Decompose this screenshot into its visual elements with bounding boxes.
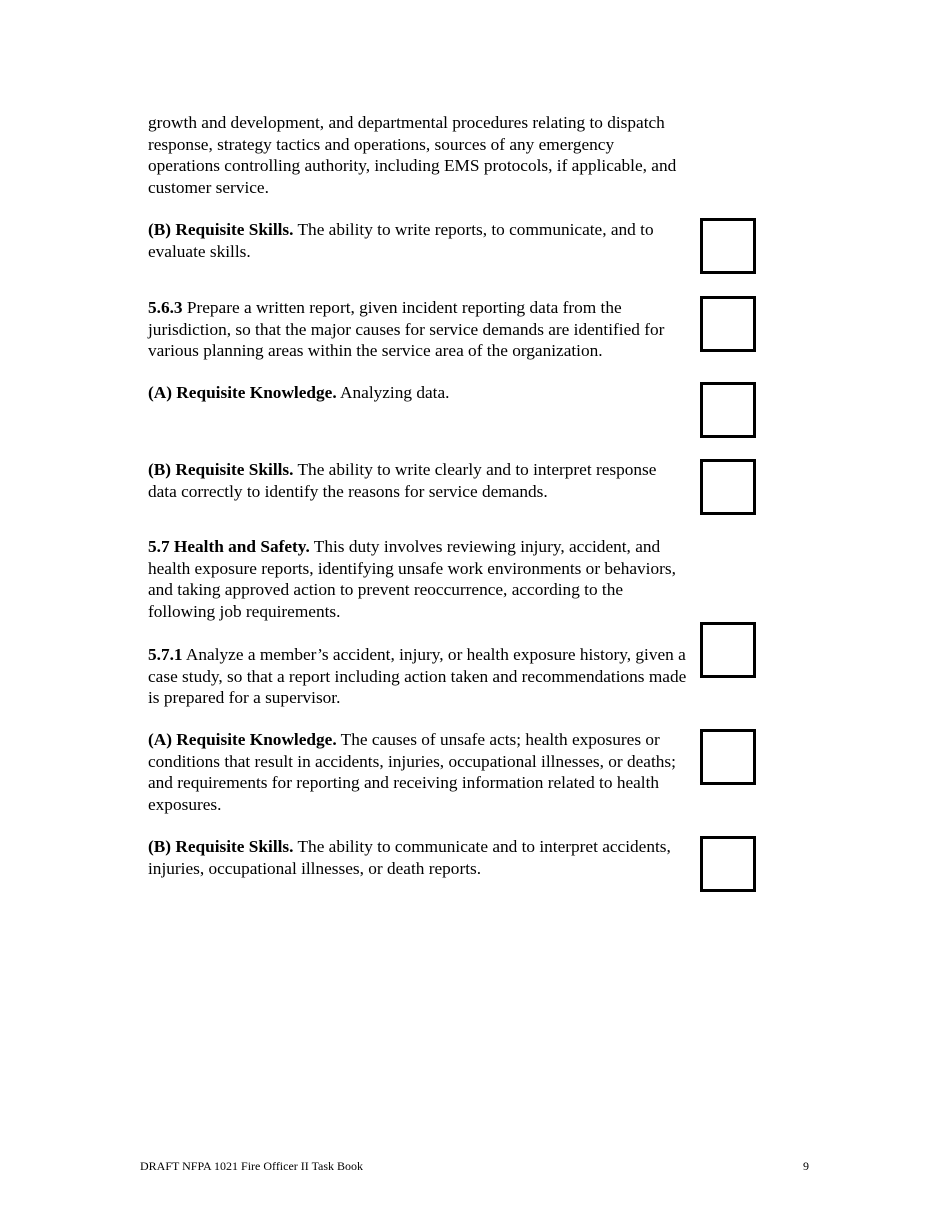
paragraph-5-6-3-a-requisite-knowledge <box>148 382 688 404</box>
checkbox-5-7-1[interactable] <box>700 622 756 678</box>
paragraph-heading: 5.7.1 <box>148 645 183 664</box>
checkbox-5-7-1-b[interactable] <box>700 836 756 892</box>
paragraph-heading: (A) Requisite Knowledge. <box>148 383 337 402</box>
paragraph-heading: 5.7 Health and Safety. <box>148 537 310 556</box>
paragraph-text: This duty involves reviewing injury, accident, and health exposure reports, identifying unsafe work environments or behaviors, and taking approved action to prevent reoccurrence, according to the following job requirements. <box>148 537 676 621</box>
checkbox-5-6-3-b[interactable] <box>700 459 756 515</box>
paragraph-text: growth and development, and departmental procedures relating to dispatch response, strategy tactics and operations, sources of any emergency operations controlling authority, including EMS protocols, if applicable, and customer service. <box>148 113 677 197</box>
paragraph-heading: (B) Requisite Skills. <box>148 837 294 856</box>
paragraph-5-6-2-b-requisite-skills <box>148 219 688 262</box>
paragraph-5-6-3 <box>148 297 688 362</box>
paragraph-text: The ability to communicate and to interpret accidents, injuries, occupational illnesses, or death reports. <box>148 837 671 878</box>
paragraph-5-7-health-and-safety <box>148 536 688 622</box>
paragraph-5-7-1-b-requisite-skills <box>148 836 688 879</box>
paragraph-text: Analyzing data. <box>336 383 450 402</box>
paragraph-5-6-3-b-requisite-skills <box>148 459 688 502</box>
checkbox-5-6-2-b[interactable] <box>700 218 756 274</box>
paragraph-text: Analyze a member’s accident, injury, or health exposure history, given a case study, so that a report including action taken and recommendations made is prepared for a supervisor. <box>148 645 687 707</box>
paragraph-5-7-1-a-requisite-knowledge <box>148 729 688 815</box>
paragraph-text: The ability to write clearly and to interpret response data correctly to identify the reasons for service demands. <box>148 460 657 501</box>
checkbox-5-7-1-a[interactable] <box>700 729 756 785</box>
checkbox-5-6-3[interactable] <box>700 296 756 352</box>
paragraph-5-7-1 <box>148 644 688 709</box>
footer-document-title: DRAFT NFPA 1021 Fire Officer II Task Book <box>140 1159 364 1173</box>
paragraph-heading: (B) Requisite Skills. <box>148 460 294 479</box>
footer-page-number: 9 <box>803 1159 809 1173</box>
paragraph-heading: 5.6.3 <box>148 298 183 317</box>
paragraph-intro-continued <box>148 112 688 198</box>
paragraph-text: The ability to write reports, to communicate, and to evaluate skills. <box>148 220 654 261</box>
checkbox-5-6-3-a[interactable] <box>700 382 756 438</box>
paragraph-heading: (B) Requisite Skills. <box>148 220 294 239</box>
paragraph-heading: (A) Requisite Knowledge. <box>148 730 337 749</box>
paragraph-text: Prepare a written report, given incident reporting data from the jurisdiction, so that the major causes for service demands are identified for various planning areas within the service area of the organization. <box>148 298 665 360</box>
paragraph-text: The causes of unsafe acts; health exposures or conditions that result in accidents, injuries, occupational illnesses, or deaths; and requirements for reporting and receiving information related to health exposures. <box>148 730 676 814</box>
